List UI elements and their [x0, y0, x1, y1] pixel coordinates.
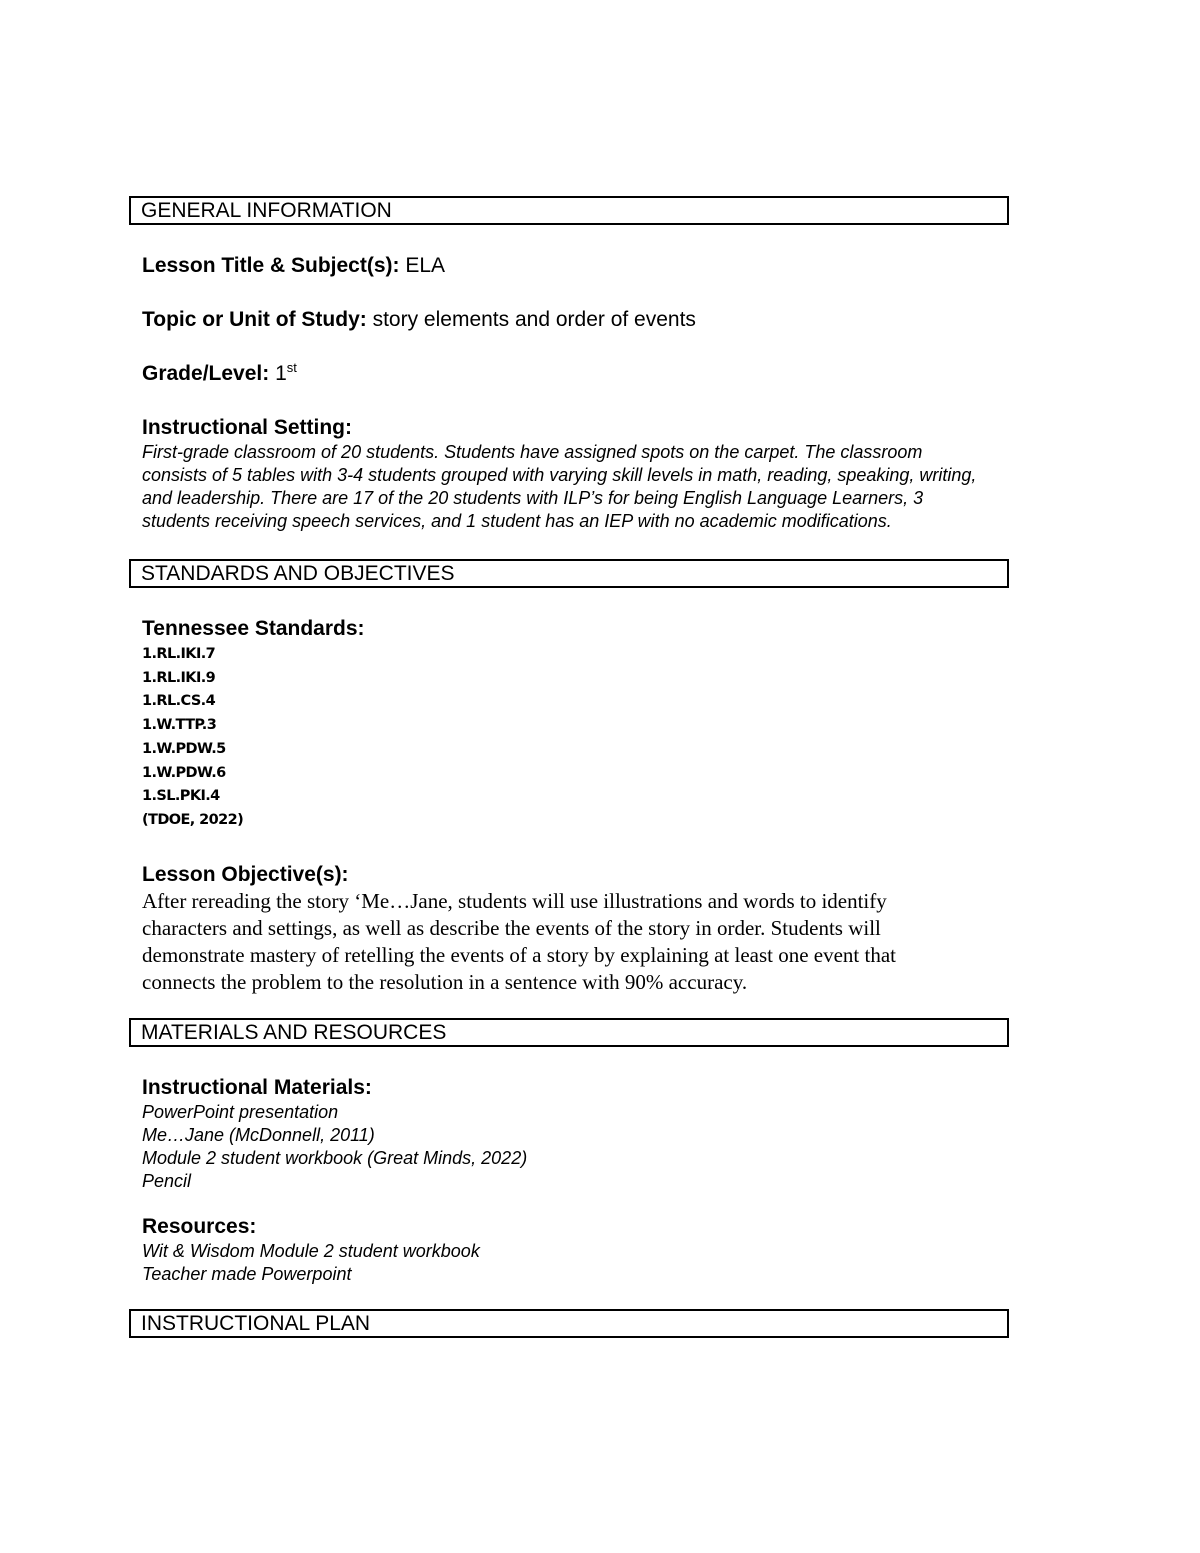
lesson-objectives-text — [142, 888, 1042, 996]
topic-field — [142, 307, 696, 333]
objective-line: After rereading the story ‘Me…Jane, students will use illustrations and words to identify — [142, 889, 887, 913]
setting-line: students receiving speech services, and 1 student has an IEP with no academic modifications. — [142, 511, 892, 531]
resource-item: Teacher made Powerpoint — [142, 1264, 352, 1284]
resources-label: Resources: — [142, 1215, 257, 1238]
material-item: Module 2 student workbook (Great Minds, 2022) — [142, 1148, 528, 1168]
material-item: PowerPoint presentation — [142, 1102, 339, 1122]
lesson-title-value: ELA — [405, 254, 446, 277]
material-item: Me…Jane (McDonnell, 2011) — [142, 1125, 375, 1145]
resources-list — [142, 1240, 1062, 1286]
section-header-general-information: GENERAL INFORMATION — [129, 196, 1009, 225]
instructional-materials-field — [142, 1075, 372, 1101]
grade-number: 1 — [275, 362, 287, 385]
material-item: Pencil — [142, 1171, 192, 1191]
lesson-title-label: Lesson Title & Subject(s): — [142, 254, 400, 277]
setting-line: First-grade classroom of 20 students. Students have assigned spots on the carpet. The classroom — [142, 442, 923, 462]
standards-list — [142, 643, 243, 833]
lesson-objectives-label: Lesson Objective(s): — [142, 863, 349, 886]
resource-item: Wit & Wisdom Module 2 student workbook — [142, 1241, 480, 1261]
objective-line: demonstrate mastery of retelling the events of a story by explaining at least one event that — [142, 943, 897, 967]
topic-label: Topic or Unit of Study: — [142, 308, 367, 331]
objective-line: connects the problem to the resolution in a sentence with 90% accuracy. — [142, 970, 748, 994]
objective-line: characters and settings, as well as describe the events of the story in order. Students will — [142, 916, 881, 940]
tennessee-standards-label: Tennessee Standards: — [142, 617, 365, 640]
standards-citation: (TDOE, 2022) — [142, 811, 244, 828]
instructional-materials-list — [142, 1101, 1062, 1193]
setting-line: consists of 5 tables with 3-4 students grouped with varying skill levels in math, reading, speaking, writing, — [142, 465, 977, 485]
instructional-materials-label: Instructional Materials: — [142, 1076, 372, 1099]
lesson-objectives-field — [142, 862, 349, 888]
standard-item: 1.RL.IKI.7 — [142, 646, 216, 662]
standard-item: 1.RL.IKI.9 — [142, 669, 216, 686]
topic-value: story elements and order of events — [372, 308, 696, 331]
lesson-title-field — [142, 253, 445, 279]
instructional-setting-text — [142, 441, 1062, 533]
section-header-materials-resources: MATERIALS AND RESOURCES — [129, 1018, 1009, 1047]
standard-item: 1.RL.CS.4 — [142, 693, 216, 710]
section-header-instructional-plan: INSTRUCTIONAL PLAN — [129, 1309, 1009, 1338]
grade-suffix: st — [286, 360, 297, 375]
tennessee-standards-field — [142, 616, 365, 642]
grade-label: Grade/Level: — [142, 362, 270, 385]
resources-field — [142, 1214, 256, 1240]
standard-item: 1.W.PDW.5 — [142, 740, 226, 757]
setting-line: and leadership. There are 17 of the 20 students with ILP’s for being English Language Learners, 3 — [142, 488, 924, 508]
section-header-standards-objectives: STANDARDS AND OBJECTIVES — [129, 559, 1009, 588]
standard-item: 1.W.TTP.3 — [142, 717, 217, 734]
grade-field — [142, 361, 297, 387]
instructional-setting-field — [142, 415, 352, 441]
standard-item: 1.W.PDW.6 — [142, 764, 226, 781]
standard-item: 1.SL.PKI.4 — [142, 788, 220, 805]
grade-value — [275, 362, 297, 385]
instructional-setting-label: Instructional Setting: — [142, 416, 352, 439]
